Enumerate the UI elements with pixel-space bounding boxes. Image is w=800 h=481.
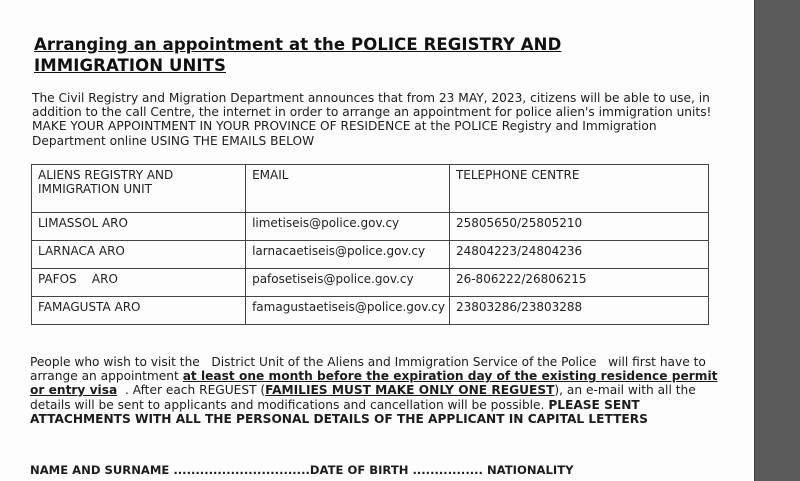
phone-cell: 25805650/25805210: [449, 213, 708, 241]
viewer-side-bar: [754, 0, 800, 481]
phone-cell: 23803286/23803288: [449, 297, 708, 325]
header-email: EMAIL: [246, 165, 450, 213]
notice-families-underlined: FAMILIES MUST MAKE ONLY ONE REGUEST: [265, 383, 555, 398]
unit-cell: LARNACA ARO: [32, 241, 246, 269]
units-table: [31, 164, 709, 325]
unit-cell: FAMAGUSTA ARO: [32, 297, 246, 325]
email-cell: famagustaetiseis@police.gov.cy: [246, 297, 450, 325]
notice-text-2: . After each REGUEST (: [117, 383, 266, 398]
notice-text-1: People who wish to visit the District Unit of the Aliens and Immigration Service of the Police will first have to arrange an appointment: [30, 355, 710, 384]
table-row: [32, 297, 709, 325]
applicant-form-line: NAME AND SURNAME ...............................DATE OF BIRTH ................ NATIONALITY: [30, 463, 574, 477]
phone-cell: 26-806222/26806215: [449, 269, 708, 297]
table-row: [32, 241, 709, 269]
table-row: [32, 269, 709, 297]
unit-cell: LIMASSOL ARO: [32, 213, 246, 241]
table-row: [32, 213, 709, 241]
phone-cell: 24804223/24804236: [449, 241, 708, 269]
notice-deadline-underlined: at least one month before the expiration day of the existing residence permit or entry visa: [30, 369, 718, 398]
intro-paragraph: The Civil Registry and Migration Department announces that from 23 MAY, 2023, citizens will be able to use, in addition to the call Centre, the internet in order to arrange an appointment for police alien's immigration units! MAKE YOUR APPOINTMENT IN YOUR PROVINCE OF RESIDENCE at the POLICE Registry and Immigration Department online USING THE EMAILS BELOW: [32, 91, 712, 148]
header-unit: ALIENS REGISTRY AND IMMIGRATION UNIT: [32, 165, 246, 213]
notice-attachments-bold: PLEASE SENT ATTACHMENTS WITH ALL THE PERSONAL DETAILS OF THE APPLICANT IN CAPITAL LETTERS: [30, 397, 648, 426]
email-cell: larnacaetiseis@police.gov.cy: [246, 241, 450, 269]
page-title: Arranging an appointment at the POLICE REGISTRY AND IMMIGRATION UNITS: [34, 35, 562, 75]
unit-cell: PAFOS ARO: [32, 269, 246, 297]
email-cell: pafosetiseis@police.gov.cy: [246, 269, 450, 297]
header-telephone: TELEPHONE CENTRE: [449, 165, 708, 213]
notice-paragraph: [30, 355, 730, 426]
table-header-row: [32, 165, 709, 213]
email-cell: limetiseis@police.gov.cy: [246, 213, 450, 241]
notice-text-3: ), an e-mail with all the details will be sent to applicants and modifications and cancellation will be possible.: [30, 383, 696, 412]
